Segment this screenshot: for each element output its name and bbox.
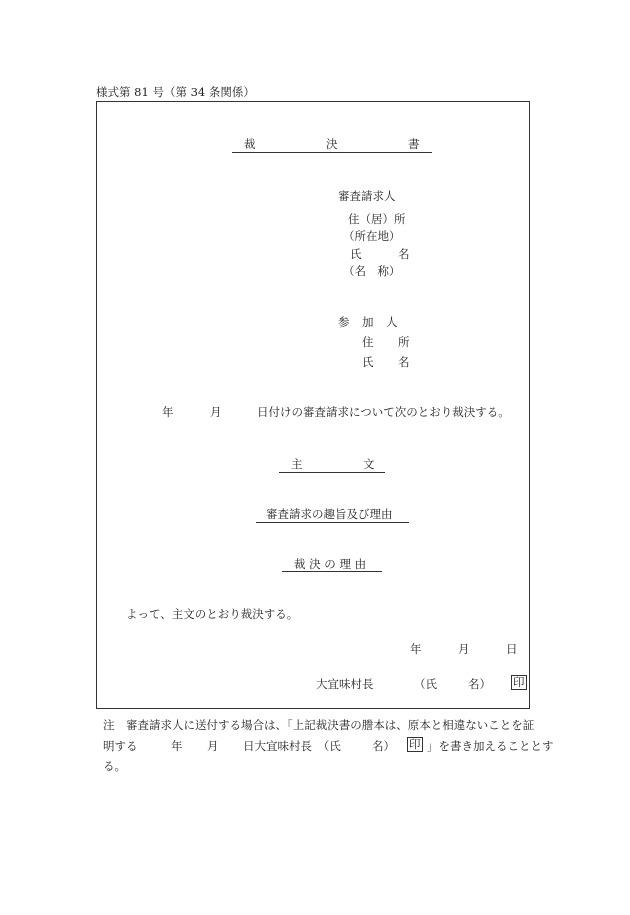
request-month: 月 (210, 405, 222, 419)
seal-mark: 印 (513, 675, 525, 689)
participant-heading-1: 参 (338, 315, 350, 329)
date-month: 月 (458, 642, 470, 656)
requester-address-label: 住（居）所 (348, 212, 406, 226)
request-text: 日付けの審査請求について次のとおり裁決する。 (257, 405, 510, 419)
note-line-2a: 明する (103, 739, 138, 753)
conclusion-text: よって、主文のとおり裁決する。 (126, 607, 299, 621)
requester-title-label: （名 称） (343, 264, 401, 278)
note-line-2b: 日大宜味村長 （氏 (243, 739, 341, 753)
date-year: 年 (410, 642, 422, 656)
title-char-1: 裁 (244, 137, 256, 151)
requester-name-label-2: 名 (398, 247, 410, 261)
participant-heading-3: 人 (386, 315, 398, 329)
reason-heading-text: 裁 決 の 理 由 (294, 557, 367, 571)
form-number: 様式第 81 号（第 34 条関係） (96, 85, 255, 99)
note-line-2-month: 月 (207, 739, 219, 753)
signature-seal (511, 675, 527, 690)
title-char-2: 決 (326, 137, 338, 151)
document-title (232, 136, 432, 153)
reason-heading (282, 556, 382, 572)
requester-location-label: （所在地） (343, 229, 401, 243)
main-text-char-1: 主 (291, 457, 303, 471)
participant-name-2: 名 (398, 355, 410, 369)
signature-mayor: 大宜味村長 (316, 677, 374, 691)
summary-heading-text: 審査請求の趣旨及び理由 (266, 507, 393, 521)
request-year: 年 (162, 405, 174, 419)
participant-address-2: 所 (398, 335, 410, 349)
signature-name-open: （氏 (414, 677, 437, 691)
note-line-3: る。 (103, 759, 126, 773)
note-line-2-year: 年 (171, 739, 183, 753)
participant-heading-2: 加 (362, 315, 374, 329)
title-char-3: 書 (408, 137, 420, 151)
participant-address-1: 住 (362, 335, 374, 349)
date-day: 日 (506, 642, 518, 656)
note-seal-mark: 印 (409, 737, 421, 751)
main-text-char-2: 文 (363, 457, 375, 471)
note-line-1: 注 審査請求人に送付する場合は、「上記裁決書の謄本は、原本と相違ないことを証 (103, 718, 535, 732)
requester-name-label-1: 氏 (350, 247, 362, 261)
participant-name-1: 氏 (362, 355, 374, 369)
note-line-2d: 」を書き加えることとす (427, 739, 554, 753)
note-line-2c: 名） (372, 739, 395, 753)
requester-heading: 審査請求人 (338, 189, 396, 203)
note-seal (407, 737, 423, 752)
signature-name-close: 名） (468, 677, 491, 691)
main-text-heading (279, 456, 385, 473)
summary-heading (256, 506, 409, 523)
